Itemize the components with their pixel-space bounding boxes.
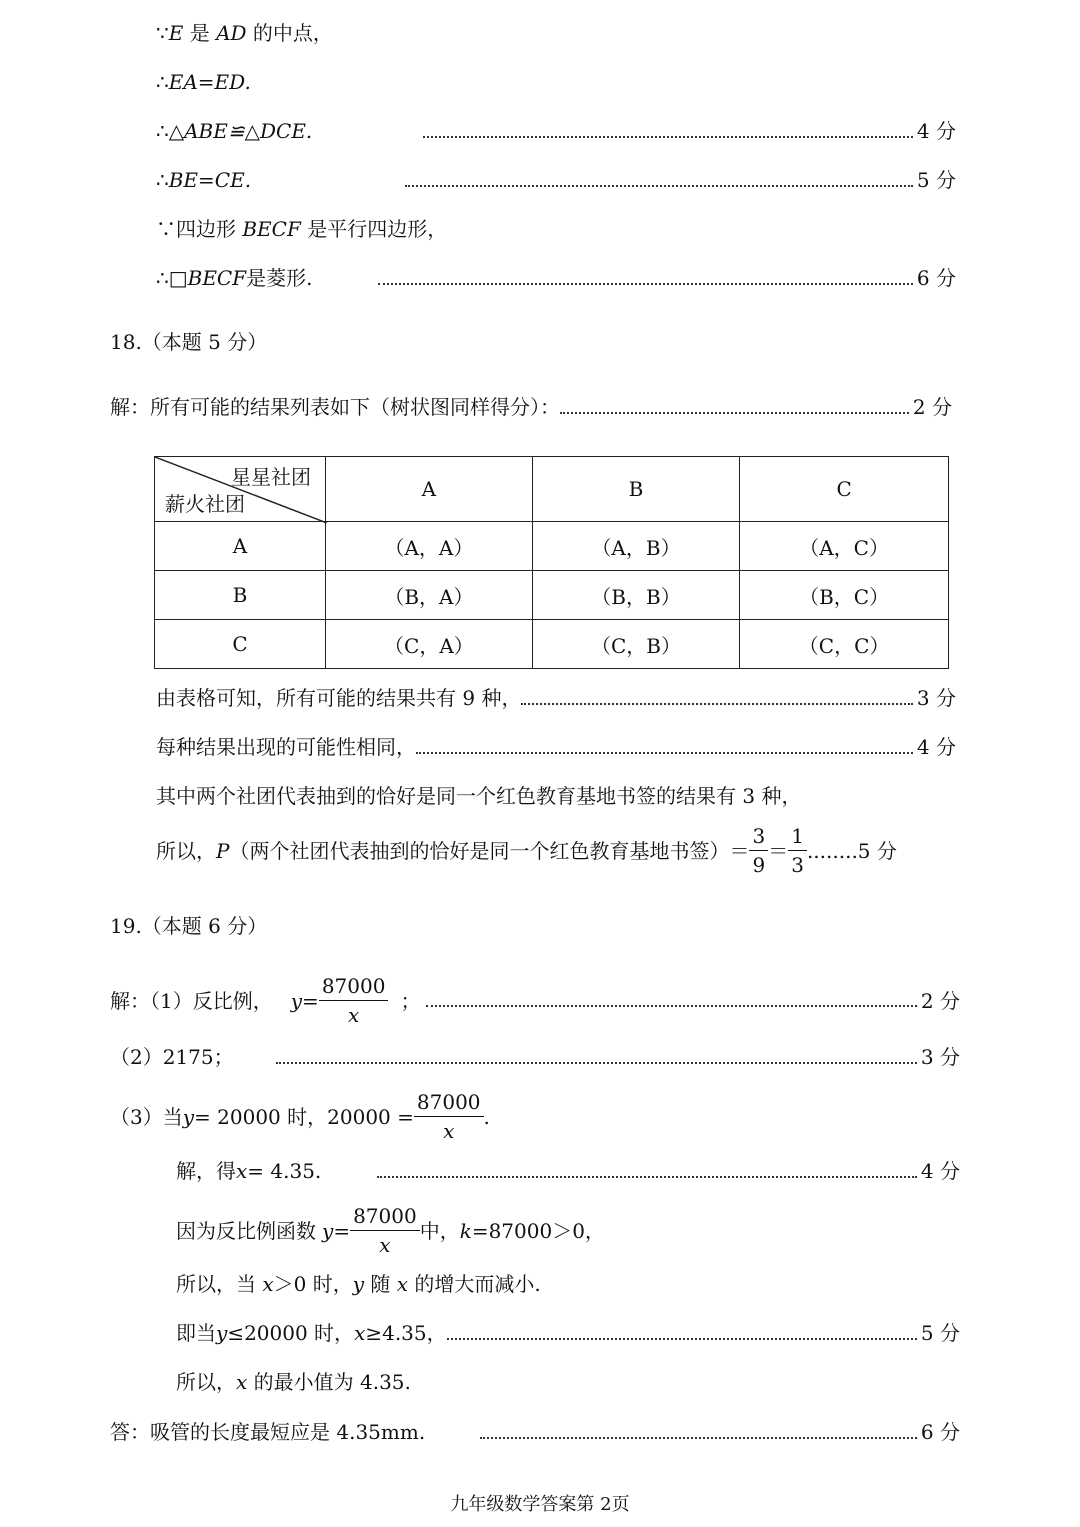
text: 答：吸管的长度最短应是 4.35mm. bbox=[110, 1420, 426, 1444]
text: 中， bbox=[419, 1218, 460, 1243]
therefore-symbol: ∴ bbox=[156, 266, 169, 290]
denominator: x bbox=[379, 1233, 391, 1257]
text: 的最小值为 4.35. bbox=[247, 1370, 411, 1394]
expr: BE=CE. bbox=[168, 168, 252, 192]
var-y: y bbox=[290, 988, 303, 1013]
table-row bbox=[155, 571, 949, 620]
q19-answer bbox=[110, 1418, 960, 1446]
text: ≥4.35， bbox=[365, 1321, 447, 1345]
text: ； bbox=[400, 988, 421, 1013]
text: 随 bbox=[364, 1272, 397, 1296]
var-p: P bbox=[216, 838, 230, 863]
text: 的中点， bbox=[246, 21, 333, 45]
q18-step-4 bbox=[156, 822, 897, 879]
expr: BECF bbox=[242, 217, 301, 241]
table-cell: （B，B） bbox=[532, 571, 739, 620]
text: 由表格可知，所有可能的结果共有 9 种， bbox=[156, 686, 522, 710]
because-symbol: ∵ bbox=[156, 21, 169, 45]
column-header: C bbox=[740, 457, 949, 522]
score: 5 分 bbox=[920, 1321, 960, 1345]
q19-reason bbox=[176, 1202, 605, 1259]
q19-inequality bbox=[176, 1319, 960, 1347]
q19-monotonic bbox=[176, 1270, 541, 1298]
var-x: x bbox=[262, 1272, 274, 1296]
leader-dots bbox=[447, 1320, 917, 1340]
text: 是平行四边形， bbox=[300, 217, 448, 241]
fraction bbox=[749, 822, 768, 879]
numerator: 87000 bbox=[414, 1088, 484, 1117]
leader-dots bbox=[423, 118, 913, 138]
leader-dots bbox=[416, 734, 913, 754]
numerator: 1 bbox=[788, 822, 807, 851]
leader-dots bbox=[426, 995, 916, 1007]
var-y: y bbox=[322, 1218, 334, 1243]
text: （两个社团代表抽到的恰好是同一个红色教育基地书签）＝ bbox=[229, 838, 750, 863]
q19-minimum bbox=[176, 1368, 411, 1396]
text: 解：（1）反比例， bbox=[110, 988, 273, 1013]
text: 的增大而减小. bbox=[408, 1272, 541, 1296]
row-header: C bbox=[155, 620, 326, 669]
q19-part-3 bbox=[110, 1088, 490, 1145]
leader-dots bbox=[377, 1158, 917, 1178]
q19-solve bbox=[176, 1157, 960, 1185]
equals: = bbox=[302, 988, 319, 1013]
table-row bbox=[155, 522, 949, 571]
text: ≤20000 时， bbox=[227, 1321, 355, 1345]
q19-part-2 bbox=[110, 1043, 960, 1071]
numerator: 87000 bbox=[319, 972, 389, 1001]
table-cell: （C，C） bbox=[740, 620, 949, 669]
score: 2 分 bbox=[920, 988, 960, 1013]
text: =87000＞0， bbox=[471, 1218, 605, 1243]
var-y: y bbox=[182, 1104, 195, 1129]
table-cell: （C，B） bbox=[532, 620, 739, 669]
results-table bbox=[154, 456, 949, 669]
fraction bbox=[350, 1202, 420, 1259]
leader-dots bbox=[480, 1419, 917, 1439]
text: = 20000 时，20000 = bbox=[194, 1104, 414, 1129]
proof-line-4 bbox=[156, 166, 956, 194]
q18-step-3: 其中两个社团代表抽到的恰好是同一个红色教育基地书签的结果有 3 种， bbox=[156, 784, 802, 808]
var-y: y bbox=[352, 1272, 365, 1296]
q18-step-2 bbox=[156, 733, 956, 761]
equals: = bbox=[333, 1218, 351, 1243]
proof-line-3 bbox=[156, 117, 956, 145]
proof-line-1 bbox=[156, 19, 333, 47]
var-e: E bbox=[168, 21, 184, 45]
score: 4 分 bbox=[920, 1159, 960, 1183]
diagonal-header-cell bbox=[155, 457, 326, 522]
table-header-row bbox=[155, 457, 949, 522]
score: 6 分 bbox=[916, 266, 956, 290]
numerator: 3 bbox=[749, 822, 768, 851]
therefore-symbol: ∴ bbox=[156, 70, 169, 94]
table-row bbox=[155, 620, 949, 669]
table-cell: （A，C） bbox=[740, 522, 949, 571]
proof-line-2 bbox=[156, 68, 251, 96]
score: 6 分 bbox=[920, 1420, 960, 1444]
expr: △ABE≌△DCE. bbox=[168, 119, 313, 143]
column-header: B bbox=[532, 457, 739, 522]
table-cell: （A，A） bbox=[326, 522, 533, 571]
column-header: A bbox=[326, 457, 533, 522]
text: 因为反比例函数 bbox=[176, 1218, 316, 1243]
leader-dots bbox=[378, 265, 913, 285]
var-y: y bbox=[216, 1321, 228, 1345]
proof-line-5 bbox=[156, 215, 447, 243]
table-cell: （B，A） bbox=[326, 571, 533, 620]
var-x: x bbox=[236, 1159, 248, 1183]
table-cell: （C，A） bbox=[326, 620, 533, 669]
score: 2 分 bbox=[912, 395, 952, 419]
text: ∵四边形 bbox=[156, 217, 243, 241]
text: ＞0 时， bbox=[273, 1272, 353, 1296]
text: （2）2175； bbox=[110, 1045, 234, 1069]
var-ad: AD bbox=[216, 21, 247, 45]
var-x: x bbox=[396, 1272, 409, 1296]
table-cell: （A，B） bbox=[532, 522, 739, 571]
text: 解，得 bbox=[176, 1159, 236, 1183]
therefore-symbol: ∴ bbox=[156, 119, 169, 143]
q18-title: 18.（本题 5 分） bbox=[110, 330, 268, 354]
column-group-label: 星星社团 bbox=[231, 465, 311, 489]
denominator: x bbox=[347, 1003, 360, 1027]
numerator: 87000 bbox=[350, 1202, 420, 1231]
text: 所以，当 bbox=[176, 1272, 263, 1296]
score: 3 分 bbox=[920, 1045, 960, 1069]
row-header: A bbox=[155, 522, 326, 571]
leader-dots bbox=[560, 394, 909, 414]
q19-part-1 bbox=[110, 972, 960, 1029]
page-footer: 九年级数学答案第 2页 bbox=[450, 1494, 630, 1515]
score: 4 分 bbox=[916, 735, 956, 759]
text: = 4.35. bbox=[247, 1159, 322, 1183]
score: ........5 分 bbox=[806, 838, 897, 863]
var-x: x bbox=[236, 1370, 248, 1394]
equals: ＝ bbox=[768, 838, 789, 863]
expr: □BECF bbox=[168, 266, 247, 290]
leader-dots bbox=[405, 167, 913, 187]
fraction bbox=[414, 1088, 484, 1145]
leader-dots bbox=[276, 1044, 917, 1064]
q19-title: 19.（本题 6 分） bbox=[110, 914, 268, 938]
expr: EA=ED. bbox=[168, 70, 251, 94]
table-cell: （B，C） bbox=[740, 571, 949, 620]
q18-intro bbox=[110, 393, 952, 421]
text: 即当 bbox=[176, 1321, 216, 1345]
text: 解：所有可能的结果列表如下（树状图同样得分）： bbox=[110, 395, 560, 419]
fraction bbox=[788, 822, 807, 879]
row-group-label: 薪火社团 bbox=[165, 492, 245, 516]
text: . bbox=[483, 1104, 490, 1129]
score: 3 分 bbox=[916, 686, 956, 710]
proof-line-6 bbox=[156, 264, 956, 292]
score: 5 分 bbox=[916, 168, 956, 192]
leader-dots bbox=[521, 685, 912, 705]
var-x: x bbox=[354, 1321, 366, 1345]
fraction bbox=[319, 972, 389, 1029]
score: 4 分 bbox=[916, 119, 956, 143]
text: 是 bbox=[183, 21, 217, 45]
text: 所以， bbox=[176, 1370, 236, 1394]
q18-step-1 bbox=[156, 684, 956, 712]
denominator: 3 bbox=[791, 853, 804, 877]
text: （3）当 bbox=[110, 1104, 183, 1129]
denominator: x bbox=[443, 1119, 455, 1143]
text: 所以， bbox=[156, 838, 216, 863]
therefore-symbol: ∴ bbox=[156, 168, 169, 192]
denominator: 9 bbox=[752, 853, 766, 877]
var-k: k bbox=[459, 1218, 472, 1243]
text: 是菱形. bbox=[246, 266, 313, 290]
row-header: B bbox=[155, 571, 326, 620]
text: 每种结果出现的可能性相同， bbox=[156, 735, 416, 759]
